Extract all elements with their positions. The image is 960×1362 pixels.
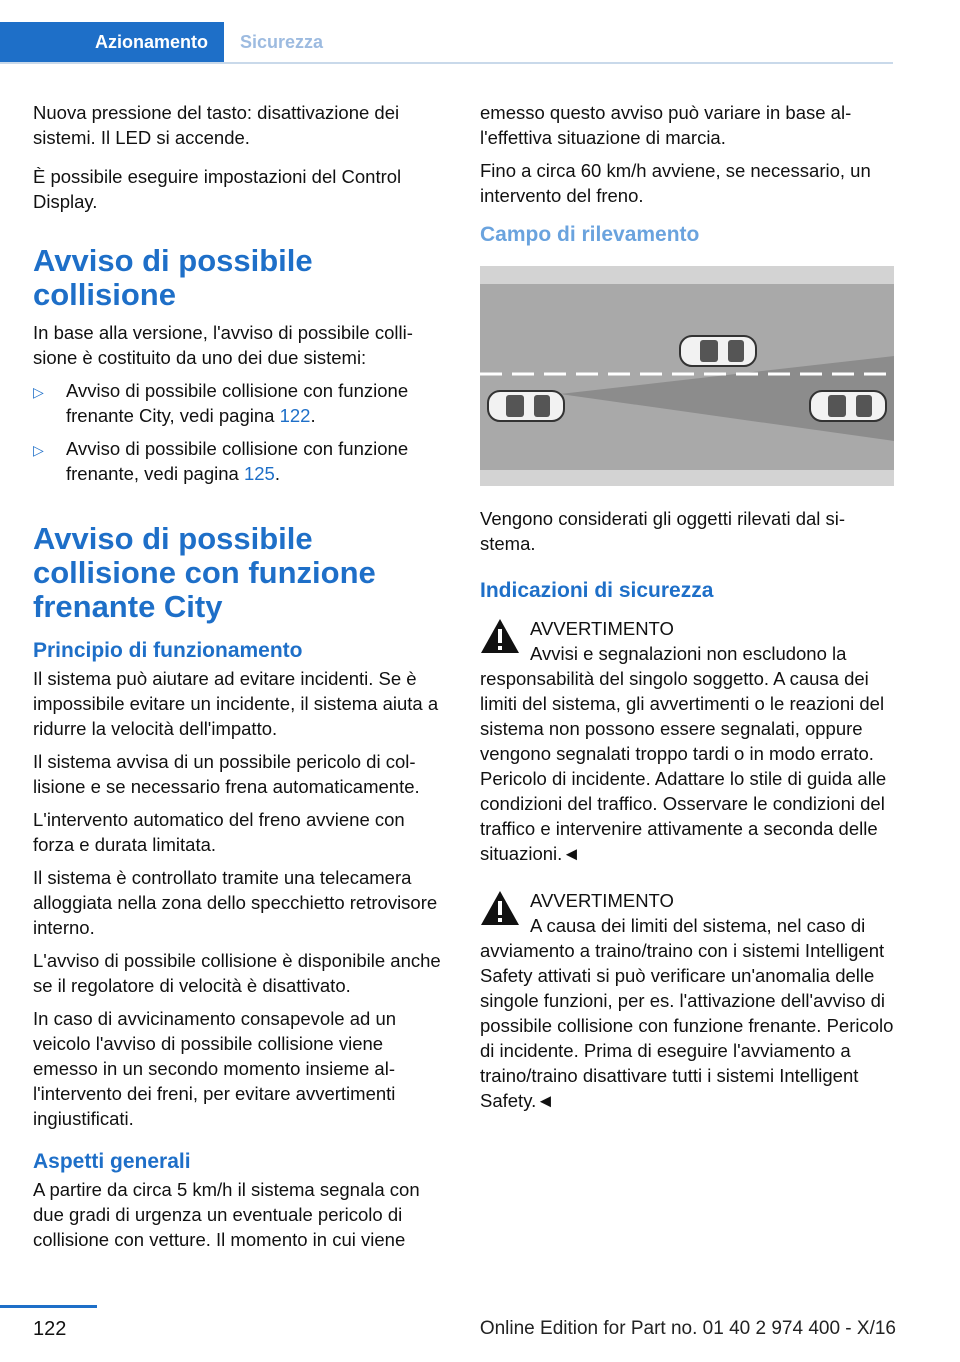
tab-sicurezza[interactable]: Sicurezza bbox=[240, 32, 324, 52]
paragraph: È possibile eseguire impostazioni del Control Display. bbox=[33, 166, 402, 212]
list-item: ▷ Avviso di possibile collisione con funzione frenante City, vedi pagina 122. bbox=[33, 380, 409, 426]
page-link-122[interactable]: 122 bbox=[279, 405, 311, 426]
header-bar bbox=[0, 22, 893, 64]
subheading-general: Aspetti generali bbox=[33, 1150, 191, 1173]
paragraph: Fino a circa 60 km/h avviene, se necessario, un intervento del freno. bbox=[480, 160, 871, 206]
list-item: ▷ Avviso di possibile collisione con funzione frenante, vedi pagina 125. bbox=[33, 438, 409, 484]
warning-block bbox=[480, 616, 894, 866]
paragraph: Il sistema avvisa di un possibile pericolo di collisione e se necessario frena automaticamente. bbox=[33, 751, 420, 797]
warning-block bbox=[480, 888, 894, 1113]
subheading-range: Campo di rilevamento bbox=[480, 223, 700, 246]
paragraph: A partire da circa 5 km/h il sistema segnala con due gradi di urgenza un eventuale pericolo di collisione con vetture. Il momento in cui viene bbox=[33, 1179, 420, 1250]
car-icon bbox=[680, 336, 756, 366]
edition-note: Online Edition for Part no. 01 40 2 974 400 - X/16 bbox=[479, 1318, 896, 1339]
car-icon bbox=[488, 391, 564, 421]
warning-triangle-icon bbox=[480, 890, 520, 926]
warning-text: A causa dei limiti del sistema, nel caso di avviamento a traino/traino con i sistemi Intelligent Safety attivati si può verificare un'anomalia delle singole funzioni, per es. l'attivazione dell'avviso di possibile collisione con funzione frenante. Pericolo di incidente. Prima di eseguire l'avviamento a traino/traino disattivare tutti i sistemi Intelligent Safety.◄ bbox=[480, 915, 894, 1111]
warning-title: AVVERTIMENTO bbox=[530, 890, 674, 911]
paragraph: Il sistema può aiutare ad evitare incidenti. Se è impossibile evitare un incidente, il sistema aiuta a ridurre la velocità dell'impatto. bbox=[33, 668, 439, 739]
section-heading-collision: Avviso di possibile collisione bbox=[33, 243, 313, 312]
paragraph: Il sistema è controllato tramite una telecamera alloggiata nella zona dello specchietto retrovisore interno. bbox=[33, 867, 438, 938]
page-number: 122 bbox=[33, 1318, 67, 1340]
triangle-bullet-icon: ▷ bbox=[33, 442, 44, 458]
tab-azionamento[interactable]: Azionamento bbox=[0, 22, 224, 62]
car-icon bbox=[810, 391, 886, 421]
paragraph: Nuova pressione del tasto: disattivazione dei sistemi. Il LED si accende. bbox=[33, 102, 400, 148]
triangle-bullet-icon: ▷ bbox=[33, 384, 44, 400]
list-item-text: Avviso di possibile collisione con funzione frenante, vedi pagina bbox=[66, 438, 409, 484]
warning-triangle-icon bbox=[480, 618, 520, 654]
list-item-text: Avviso di possibile collisione con funzione frenante City, vedi pagina bbox=[66, 380, 409, 426]
paragraph: L'avviso di possibile collisione è disponibile anche se il regolatore di velocità è disattivato. bbox=[33, 950, 441, 996]
warning-text: Avvisi e segnalazioni non escludono la responsabilità del singolo soggetto. A causa dei limiti del sistema, gli avvertimenti o le reazioni del sistema non possono essere segnalati, oppure vengono segnalati troppo tardi o in modo errato. Pericolo di incidente. Adattare lo stile di guida alle condizioni del traffico. Osservare le condizioni del traffico e intervenire attivamente a seconda delle situazioni.◄ bbox=[480, 643, 887, 864]
detection-range-illustration bbox=[480, 266, 894, 486]
right-column bbox=[480, 100, 894, 1125]
paragraph: Vengono considerati gli oggetti rilevati dal sistema. bbox=[480, 508, 846, 554]
footer-rule bbox=[0, 1305, 97, 1308]
paragraph: In base alla versione, l'avviso di possibile collisione è costituito da uno dei due sistemi: bbox=[33, 322, 413, 368]
warning-title: AVVERTIMENTO bbox=[530, 618, 674, 639]
subheading-safety: Indicazioni di sicurezza bbox=[480, 579, 714, 602]
left-column bbox=[33, 100, 447, 1260]
paragraph: In caso di avvicinamento consapevole ad un veicolo l'avviso di possibile collisione viene emesso in un secondo momento insieme all'intervento dei freni, per evitare avvertimenti ingiustificati. bbox=[33, 1008, 397, 1129]
page-link-125[interactable]: 125 bbox=[243, 463, 275, 484]
paragraph: emesso questo avviso può variare in base all'effettiva situazione di marcia. bbox=[480, 102, 852, 148]
subheading-principle: Principio di funzionamento bbox=[33, 639, 303, 662]
paragraph: L'intervento automatico del freno avviene con forza e durata limitata. bbox=[33, 809, 405, 855]
section-heading-city: Avviso di possibile collisione con funzione frenante City bbox=[33, 521, 376, 624]
